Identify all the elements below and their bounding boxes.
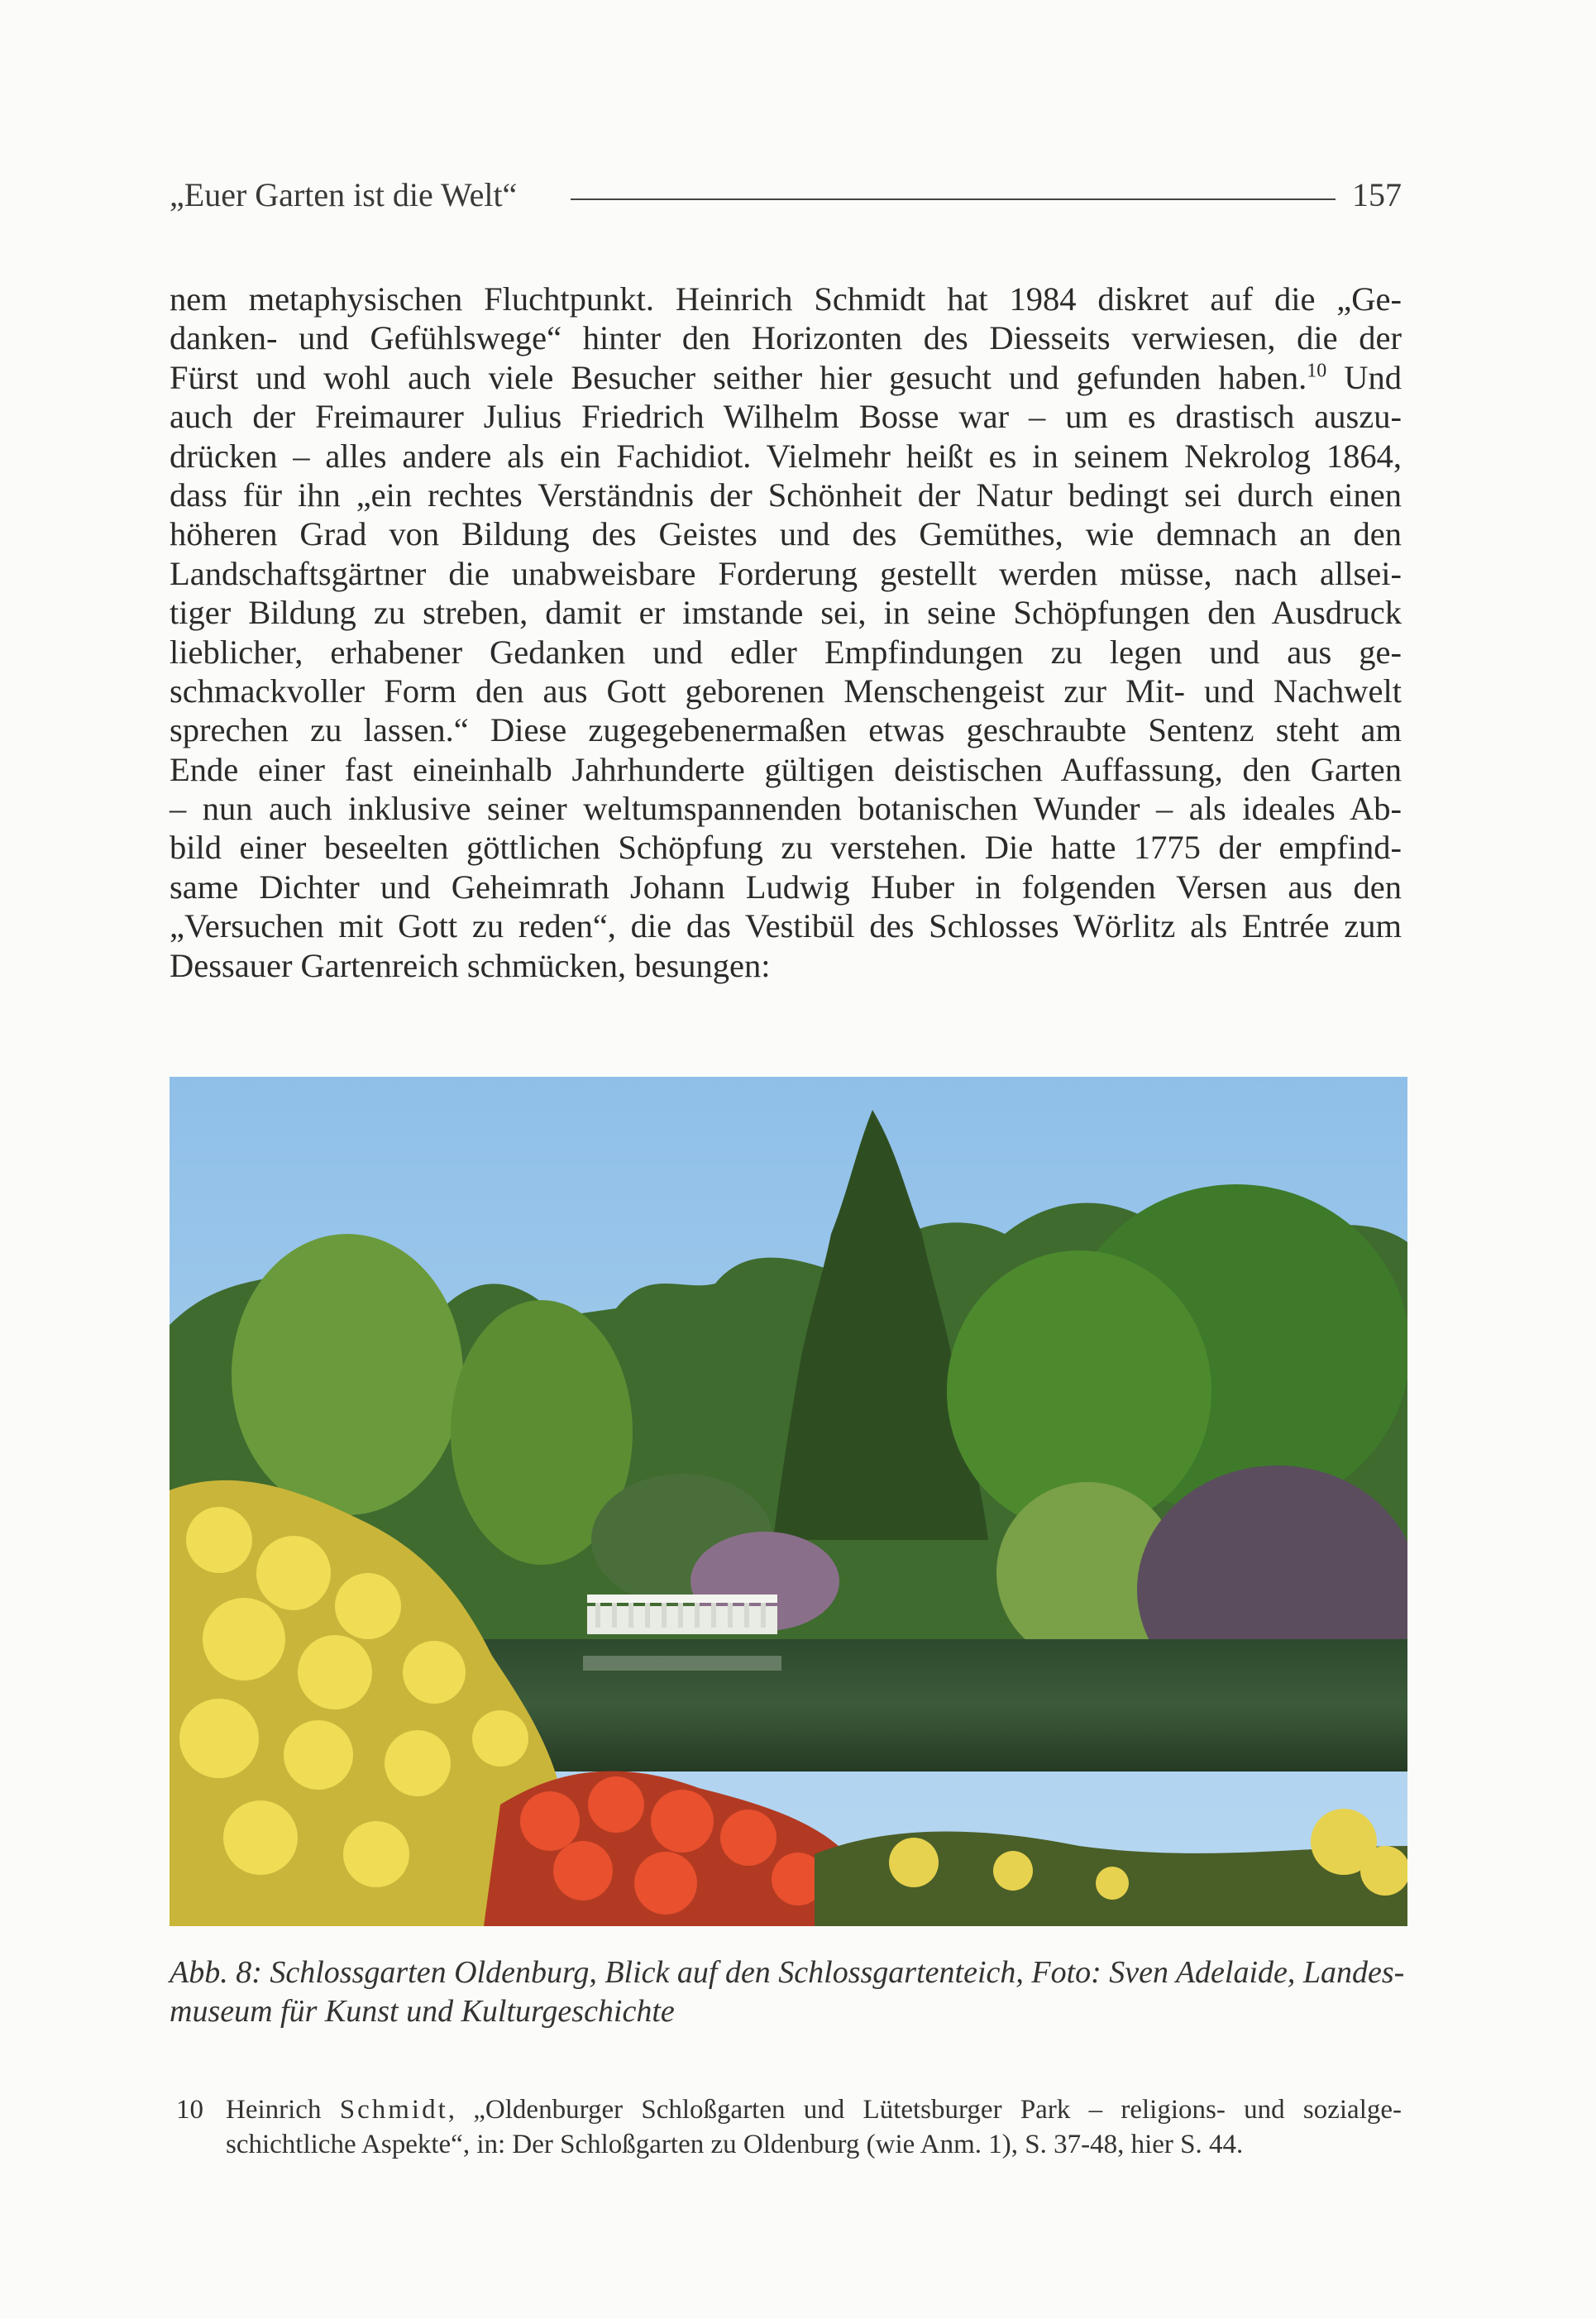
- body-line: Ende einer fast eineinhalb Jahrhunderte gültigen deistischen Auffassung, den Garten: [170, 750, 1402, 788]
- body-line: drücken – alles andere als ein Fachidiot. Vielmehr heißt es in seinem Nekrolog 1864,: [170, 437, 1402, 475]
- running-title: „Euer Garten ist die Welt“: [170, 176, 518, 213]
- body-line: – nun auch inklusive seiner weltumspannenden botanischen Wunder – als ideales Ab-: [170, 790, 1402, 828]
- footnote-line: schichtliche Aspekte“, in: Der Schloßgarten zu Oldenburg (wie Anm. 1), S. 37-48, hier S. 44.: [226, 2130, 1244, 2159]
- body-line: Dessauer Gartenreich schmücken, besungen:: [170, 946, 771, 984]
- body-line: same Dichter und Geheimrath Johann Ludwig Huber in folgenden Versen aus den: [170, 868, 1402, 906]
- body-line: auch der Freimaurer Julius Friedrich Wilhelm Bosse war – um es drastisch auszu-: [170, 398, 1402, 436]
- header-rule: [571, 198, 1336, 200]
- body-line: schmackvoller Form den aus Gott geborenen Menschengeist zur Mit- und Nachwelt: [170, 672, 1402, 710]
- footnote-line-rest: , „Oldenburger Schloßgarten und Lütetsburger Park – religions- und sozialge-: [447, 2095, 1402, 2125]
- body-line-text: Fürst und wohl auch viele Besucher seither hier gesucht und gefunden haben.: [170, 358, 1307, 396]
- body-line-tail: Und: [1326, 358, 1402, 396]
- garden-photo: [170, 1077, 1407, 1926]
- body-line: nem metaphysischen Fluchtpunkt. Heinrich Schmidt hat 1984 diskret auf die „Ge-: [170, 280, 1402, 318]
- body-line: tiger Bildung zu streben, damit er imstande sei, in seine Schöpfungen den Ausdruck: [170, 594, 1402, 632]
- footnote-text: [226, 2092, 1402, 2162]
- footnote-author: Schmidt: [339, 2095, 448, 2125]
- caption-line: Abb. 8: Schlossgarten Oldenburg, Blick auf den Schlossgartenteich, Foto: Sven Adelaide, Landes-: [170, 1955, 1405, 1990]
- body-line: „Versuchen mit Gott zu reden“, die das Vestibül des Schlosses Wörlitz als Entrée zum: [170, 907, 1402, 945]
- body-line: sprechen zu lassen.“ Diese zugegebenermaßen etwas geschraubte Sentenz steht am: [170, 711, 1402, 749]
- footnote-number: 10: [176, 2095, 203, 2125]
- body-line: bild einer beseelten göttlichen Schöpfung zu verstehen. Die hatte 1775 der empfind-: [170, 829, 1402, 867]
- figure-caption: [170, 1953, 1405, 2031]
- body-line: Landschaftsgärtner die unabweisbare Forderung gestellt werden müsse, nach allsei-: [170, 554, 1402, 592]
- body-line: dass für ihn „ein rechtes Verständnis der Schönheit der Natur bedingt sei durch einen: [170, 476, 1402, 514]
- garden-photo-illustration: [170, 1077, 1407, 1926]
- footnote-line: [226, 2092, 1402, 2127]
- footnote-line-start: Heinrich: [226, 2095, 340, 2125]
- body-line: höheren Grad von Bildung des Geistes und des Gemüthes, wie demnach an den: [170, 515, 1402, 553]
- footnote-reference[interactable]: 10: [1307, 360, 1327, 382]
- body-text: [170, 280, 1402, 985]
- caption-line: museum für Kunst und Kulturgeschichte: [170, 1994, 675, 2029]
- body-line: danken- und Gefühlswege“ hinter den Horizonten des Diesseits verwiesen, die der: [170, 319, 1402, 357]
- page-header: [170, 175, 1402, 225]
- body-line-with-footnote: [170, 358, 1402, 397]
- page-number: 157: [1352, 176, 1402, 213]
- body-line: lieblicher, erhabener Gedanken und edler Empfindungen zu legen und aus ge-: [170, 633, 1402, 671]
